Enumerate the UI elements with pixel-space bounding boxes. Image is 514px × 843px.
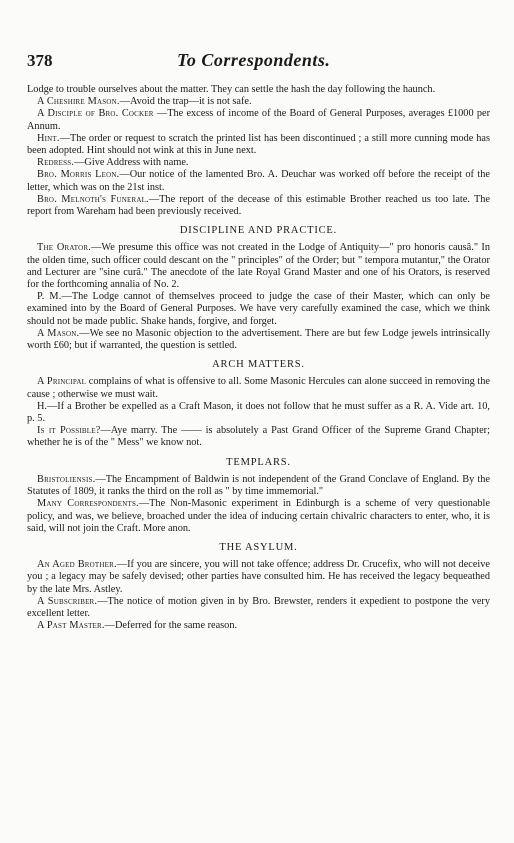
notice-text: —We see no Masonic objection to the advertisement. There are but few Lodge jewels intrinsically worth £60; but if warranted, the question is settled. bbox=[27, 327, 490, 352]
notice-lead: Is it Possible? bbox=[37, 425, 101, 437]
notice-morris-leon bbox=[27, 169, 490, 193]
notice-text: —Deferred for the same reason. bbox=[104, 620, 238, 632]
notice-lead: A Mason. bbox=[37, 327, 80, 339]
notice-lead: An Aged Brother. bbox=[37, 559, 117, 571]
notice-text: —The notice of motion given in by Bro. Brewster, renders it expedient to postpone the very excellent letter. bbox=[27, 595, 490, 619]
page-number: 378 bbox=[27, 51, 53, 70]
notice-text: —We presume this office was not created in the Lodge of Antiquity—" pro honoris causâ." In the olden time, such officer could descant on the " principles" of the Order; but " tempora mutantur," the Orator and Lecturer are "sine curâ." The anecdote of the late Royal Grand Master and one of his Orators, is reserved for the forthcoming annalia of No. 2. bbox=[27, 242, 491, 291]
continued-paragraph: Lodge to trouble ourselves about the matter. They can settle the hash the day following the haunch. bbox=[27, 84, 436, 95]
notice-text: —Our notice of the lamented Bro. A. Deuchar was worked off before the receipt of the letter, which was on the 21st inst. bbox=[27, 169, 490, 193]
section-heading-templars: TEMPLARS. bbox=[226, 456, 291, 468]
notice-melnoth-funeral bbox=[27, 194, 490, 218]
running-title: To Correspondents. bbox=[177, 50, 331, 70]
notice-text: —Give Address with name. bbox=[74, 157, 189, 169]
notice-lead: The Orator. bbox=[37, 242, 92, 254]
notice-text: —Aye marry. The —— is absolutely a Past Grand Officer of the Supreme Grand Chapter; whether he is of the " Mess" we know not. bbox=[27, 425, 490, 449]
notice-lead: Many Correspondents. bbox=[37, 498, 139, 510]
notice-h: H.—If a Brother be expelled as a Craft Mason, it does not follow that he must suffer as a R. A. Vide art. 10, p. 5. bbox=[27, 400, 490, 425]
notice-is-it-possible bbox=[27, 425, 490, 449]
section-heading-discipline: DISCIPLINE AND PRACTICE. bbox=[179, 225, 338, 237]
notice-lead: Redress. bbox=[37, 157, 75, 169]
notice-text: —The Encampment of Baldwin is not independent of the Grand Conclave of England. By the Statutes of 1809, it ranks the third on the roll as " by time immemorial." bbox=[27, 473, 490, 498]
section-heading-asylum: THE ASYLUM. bbox=[219, 541, 298, 553]
notice-lead: Bro. Morris Leon. bbox=[37, 169, 120, 181]
notice-text: —The excess of income of the Board of General Purposes, averages £1000 per Annum. bbox=[27, 108, 490, 132]
notice-lead: Bristoliensis. bbox=[37, 473, 96, 485]
notice-text: complains of what is offensive to all. Some Masonic Hercules can alone succeed in removing the cause ; otherwise we must wait. bbox=[27, 376, 490, 400]
notice-text: —Avoid the trap—it is not safe. bbox=[119, 96, 252, 108]
running-head bbox=[27, 50, 490, 84]
notice-lead: A Past Master. bbox=[37, 620, 105, 632]
page-content bbox=[27, 84, 490, 632]
notice-lead: Hint. bbox=[37, 132, 60, 144]
notice-disciple-cocker bbox=[27, 108, 490, 132]
notice-pm bbox=[27, 291, 490, 328]
notice-redress bbox=[27, 157, 490, 169]
notice-past-master bbox=[27, 620, 490, 632]
notice-lead: A Disciple of Bro. Cocker bbox=[37, 108, 154, 120]
notice-many-correspondents bbox=[27, 498, 490, 535]
notice-lead: Bro. Melnoth's Funeral. bbox=[37, 193, 149, 205]
notice-lead: A Cheshire Mason. bbox=[37, 96, 120, 108]
notice-lead: P. M. bbox=[37, 291, 62, 303]
notice-subscriber bbox=[27, 596, 490, 620]
notice-text: —The Lodge cannot of themselves proceed to judge the case of their Master, which can only be examined into by the Board of General Purposes. We have very carefully examined the case, which we think should not be made public. Shake hands, forgive, and forget. bbox=[27, 291, 490, 327]
notice-aged-brother bbox=[27, 559, 490, 596]
section-heading-arch: ARCH MATTERS. bbox=[212, 359, 305, 371]
notice-text: —The report of the decease of this estimable Brother reached us too late. The report from Wareham had been previously received. bbox=[27, 193, 491, 218]
notice-lead: A Principal bbox=[37, 376, 87, 388]
notice-a-mason bbox=[27, 328, 490, 352]
notice-principal bbox=[27, 376, 490, 400]
notice-orator bbox=[27, 242, 490, 291]
notice-text: —The order or request to scratch the printed list has been discontinued ; a still more cunning mode has been adopted. Hint should not wink at this in June next. bbox=[27, 132, 490, 157]
notice-text: —If you are sincere, you will not take offence; address Dr. Crucefix, who will not deceive you ; a legacy may be safely devised; other parties have consulted him. He has received the legacy bequeathed by the late Mrs. Astley. bbox=[27, 559, 490, 595]
notice-hint bbox=[27, 133, 490, 157]
notice-lead: A Subscriber. bbox=[37, 595, 98, 607]
notice-text: —The Non-Masonic experiment in Edinburgh is a scheme of very questionable policy, and was, we believe, broached under the idea of inducing certain chivalric characters to enter, who, it is said, will not join the Craft. More anon. bbox=[27, 498, 490, 534]
notice-cheshire-mason bbox=[27, 96, 490, 108]
notice-bristoliensis bbox=[27, 474, 490, 498]
